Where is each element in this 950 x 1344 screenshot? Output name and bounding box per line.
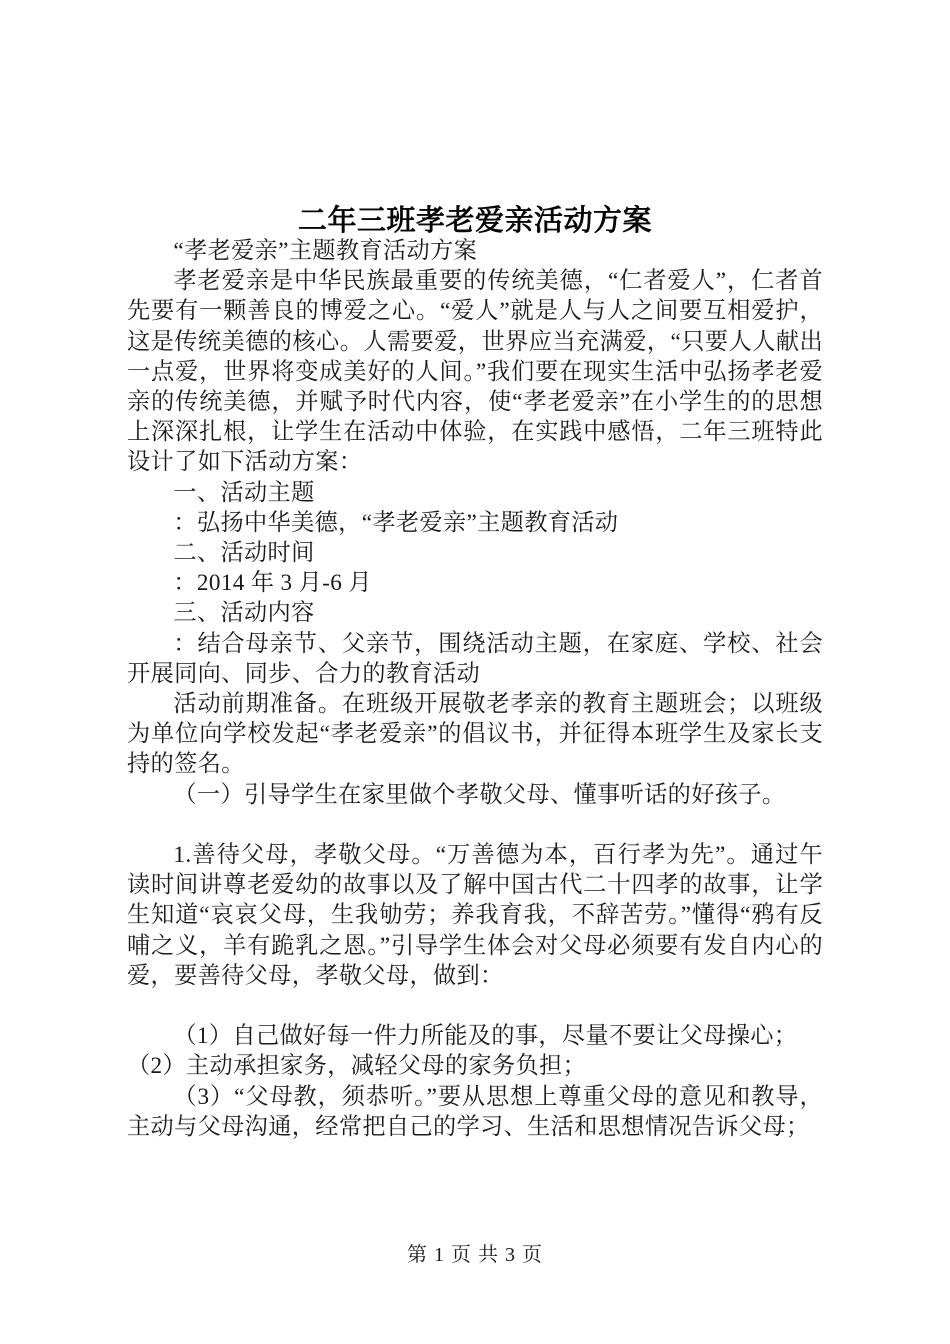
section-heading-activity-content: 三、活动内容: [173, 600, 315, 627]
paragraph: “孝老爱亲”主题教育活动方案: [173, 238, 478, 264]
paragraph: （一）引导学生在家里做个孝敬父母、懂事听话的好孩子。: [173, 781, 786, 808]
paragraph: 孝老爱亲是中华民族最重要的传统美德，“仁者爱人”，仁者首先要有一颗善良的博爱之心。“爱人”就是人与人之间要互相爱护，这是传统美德的核心。人需要爱，世界应当充满爱，“只要人人献出一点爱，世界将变成美好的人间。”我们要在现实生活中弘扬孝老爱亲的传统美德，并赋予时代内容，使“孝老爱亲”在小学生的的思想上深深扎根，让学生在活动中体验，在实践中感悟，二年三班特此设计了如下活动方案：: [127, 268, 823, 476]
section-heading-activity-time: 二、活动时间: [173, 540, 315, 567]
paragraph: ：2014 年 3 月-6 月: [173, 570, 372, 597]
list-item: （3）“父母教，须恭听。”要从思想上尊重父母的意见和教导，主动与父母沟通，经常把自己的学习、生活和思想情况告诉父母；: [127, 1083, 823, 1140]
page-title: 二年三班孝老爱亲活动方案: [297, 203, 652, 238]
list-item: （1）自己做好每一件力所能及的事，尽量不要让父母操心；: [173, 1023, 798, 1050]
list-item: （2）主动承担家务，减轻父母的家务负担；: [127, 1053, 587, 1080]
paragraph: 活动前期准备。在班级开展敬老孝亲的教育主题班会；以班级为单位向学校发起“孝老爱亲”的倡议书，并征得本班学生及家长支持的签名。: [127, 691, 823, 778]
section-heading-activity-theme: 一、活动主题: [173, 479, 315, 506]
paragraph: ：弘扬中华美德，“孝老爱亲”主题教育活动: [173, 509, 619, 536]
paragraph: ：结合母亲节、父亲节，围绕活动主题，在家庭、学校、社会开展同向、同步、合力的教育活动: [127, 630, 823, 687]
page-footer: 第 1 页 共 3 页: [407, 1244, 543, 1266]
document-body: [127, 236, 823, 1142]
paragraph: 1.善待父母，孝敬父母。“万善德为本，百行孝为先”。通过午读时间讲尊老爱幼的故事以及了解中国古代二十四孝的故事，让学生知道“哀哀父母，生我劬劳；养我育我，不辞苦劳。”懂得“鸦有反哺之义，羊有跪乳之恩。”引导学生体会对父母必须要有发自内心的爱，要善待父母，孝敬父母，做到：: [127, 842, 823, 989]
